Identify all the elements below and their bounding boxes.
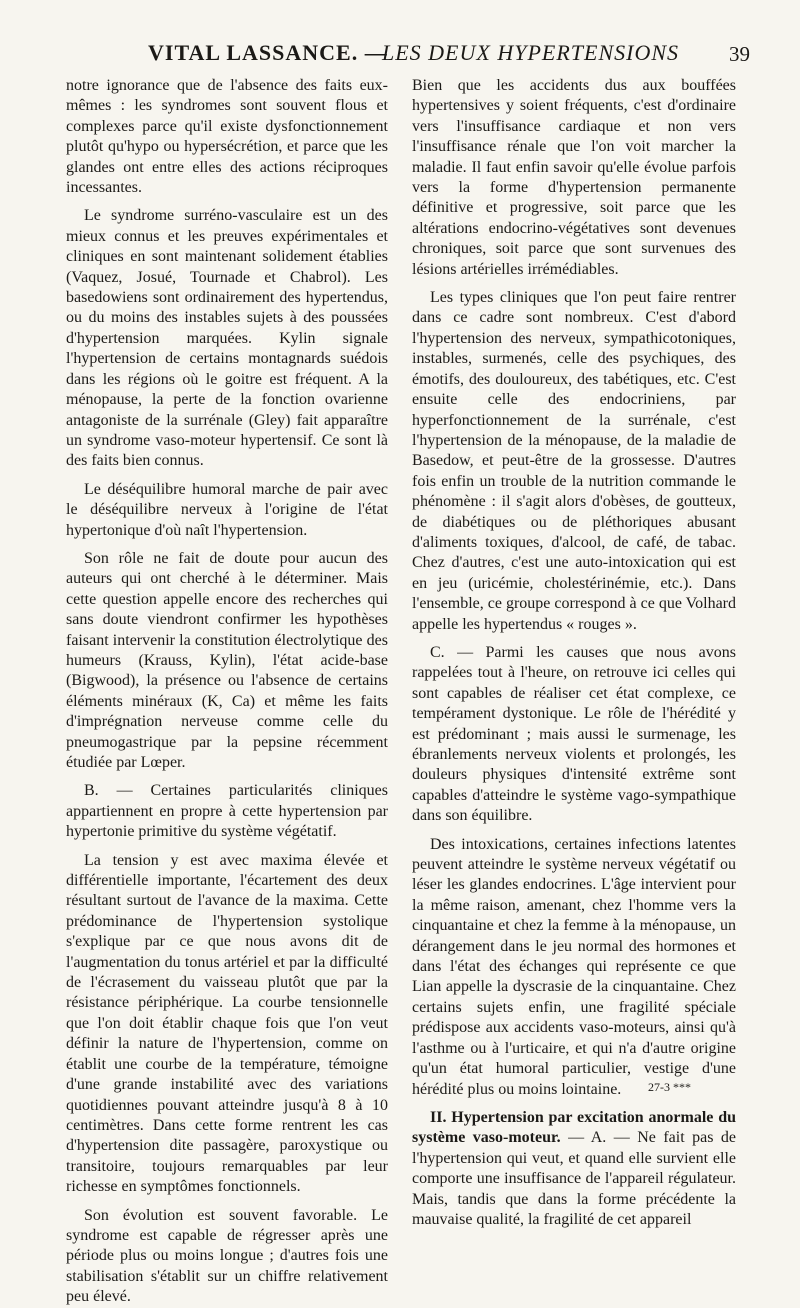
paragraph: notre ignorance que de l'absence des faits eux-mêmes : les syndromes sont souvent flous et complexes parce qu'il existe dysfonctionnement plutôt qu'hypo ou hypersécrétion, et parce que les glandes ont entre elles des actions réciproques incessantes. bbox=[66, 77, 388, 197]
paragraph: Son évolution est souvent favorable. Le syndrome est capable de régresser après une période plus ou moins longue ; d'autres fois une stabilisation s'établit sur un chiffre relativement peu élevé. bbox=[66, 1206, 388, 1306]
paragraph: Son rôle ne fait de doute pour aucun des auteurs qui ont cherché à le déterminer. Mais cette question appelle encore des recherches qui sans doute viendront confirmer les hypothèses faisant intervenir la constitution électrolytique des humeurs (Krauss, Kylin), l'état acide-base (Bigwood), la présence ou l'absence de certains éléments minéraux (K, Ca) et même les faits d'imprégnation nerveuse comme celle du pneumogastrique par la pepsine récemment étudiée par Lœper. bbox=[66, 549, 388, 771]
section-paragraph bbox=[412, 1108, 736, 1230]
section-heading: II. Hypertension par excitation anormale du système vaso-moteur. bbox=[412, 1108, 736, 1147]
paragraph: B. — Certaines particularités cliniques appartiennent en propre à cette hypertension par hypertonie primitive du système végétatif. bbox=[66, 782, 388, 841]
printer-signature: 27-3 *** bbox=[648, 1080, 691, 1094]
paragraph: C. — Parmi les causes que nous avons rappelées tout à l'heure, on retrouve ici celles qui sont capables de réaliser cet état complexe, ce tempérament dystonique. Le rôle de l'hérédité y est prédominant ; mais aussi le surmenage, les ébranlements nerveux violents et prolongés, les douleurs physiques d'intensité extrême sont capables d'atteindre le système vago-sympathique dans son équilibre. bbox=[412, 643, 736, 825]
right-column bbox=[412, 76, 736, 1230]
paragraph: Les types cliniques que l'on peut faire rentrer dans ce cadre sont nombreux. C'est d'abord l'hypertension des nerveux, sympathicotoniques, instables, surmenés, celle des psychiques, des émotifs, des douloureux, des tabétiques, etc. C'est ensuite celle des endocriniens, par hyperfonctionnement de la surrénale, c'est l'hypertension de la ménopause, de la maladie de Basedow, et peut-être de la grossesse. D'autres fois enfin un trouble de la nutrition commande le phénomène : il s'agit alors d'obèses, de goutteux, de diabétiques ou de pléthoriques abusant d'aliments toxiques, d'alcool, de café, de tabac. Chez d'autres, c'est une auto-intoxication qui est en jeu (uricémie, cholestérinémie, etc.). Dans l'ensemble, ce groupe correspond à ce que Volhard appelle les hypertendus « rouges ». bbox=[412, 289, 736, 633]
section-text: — A. — Ne fait pas de l'hypertension qui veut, et quand elle survient elle comporte une insuffisance de l'appareil régulateur. Mais, tandis que dans la forme précédente la mauvaise qualité, la fragilité de cet appareil bbox=[412, 1129, 737, 1228]
page-number: 39 bbox=[729, 42, 750, 66]
paragraph: Des intoxications, certaines infections latentes peuvent atteindre le système nerveux végétatif ou léser les glandes endocrines. L'âge intervient pour la même raison, amenant, chez l'homme vers la cinquantaine et chez la femme à la ménopause, un dérangement dans le jeu normal des hormones et dans l'état des échanges qui représente ce que Lian appelle la dyscrasie de la cinquantaine. Chez certains sujets enfin, une fragilité spéciale prédispose aux accidents vaso-moteurs, ainsi qu'à l'asthme ou à l'urticaire, et qui n'a d'autre origine qu'un état humoral particulier, vestige d'une hérédité plus ou moins lointaine. bbox=[412, 835, 736, 1098]
running-head bbox=[50, 38, 750, 72]
paragraph: La tension y est avec maxima élevée et différentielle importante, l'écartement des deux résultant surtout de l'avance de la maxima. Cette prédominance de l'hypertension systolique s'explique par ce que nous avons dit de l'augmentation du tonus artériel et par la difficulté de l'écrasement du vaisseau plutôt que par la résistance périphérique. La courbe tensionnelle que l'on doit établir chaque fois que l'on veut définir la nature de l'hypertension, comme on établit une courbe de la température, témoigne d'une grande instabilité avec des variations quotidiennes pouvant atteindre jusqu'à 8 à 10 centimètres. Dans cette forme rentrent les cas d'hypertension dite passagère, paroxystique ou transitoire, toujours remarquables par leur richesse en symptômes fonctionnels. bbox=[66, 851, 388, 1196]
paragraph: Bien que les accidents dus aux bouffées hypertensives y soient fréquents, c'est d'ordinaire vers l'insuffisance cardiaque et non vers l'insuffisance rénale que l'on voit marcher la maladie. Il faut enfin savoir qu'elle évolue parfois vers la forme d'hypertension permanente définitive et progressive, soit parce que les altérations endocrino-végétatives sont devenues chroniques, soit parce que sont survenues des lésions artérielles irrémédiables. bbox=[412, 77, 736, 278]
running-head-title: LES DEUX HYPERTENSIONS bbox=[382, 40, 679, 65]
paragraph: Le syndrome surréno-vasculaire est un des mieux connus et les preuves expérimentales et cliniques en sont maintenant solidement établies (Vaquez, Josué, Tournade et Chabrol). Les basedowiens sont ordinairement des hypertendus, ou du moins des instables sujets à des poussées d'hypertension marquées. Kylin signale l'hypertension de certains montagnards suédois dans les régions où le goitre est fréquent. A la ménopause, la perte de la fonction ovarienne antagoniste de la surrénale (Gley) fait apparaître un syndrome vaso-moteur hypertensif. Ce sont là des faits bien connus. bbox=[66, 207, 388, 470]
running-head-author: VITAL LASSANCE. — bbox=[148, 40, 388, 65]
left-column bbox=[66, 76, 388, 1308]
paragraph: Le déséquilibre humoral marche de pair avec le déséquilibre nerveux à l'origine de l'état hypertonique d'où naît l'hypertension. bbox=[66, 480, 388, 539]
